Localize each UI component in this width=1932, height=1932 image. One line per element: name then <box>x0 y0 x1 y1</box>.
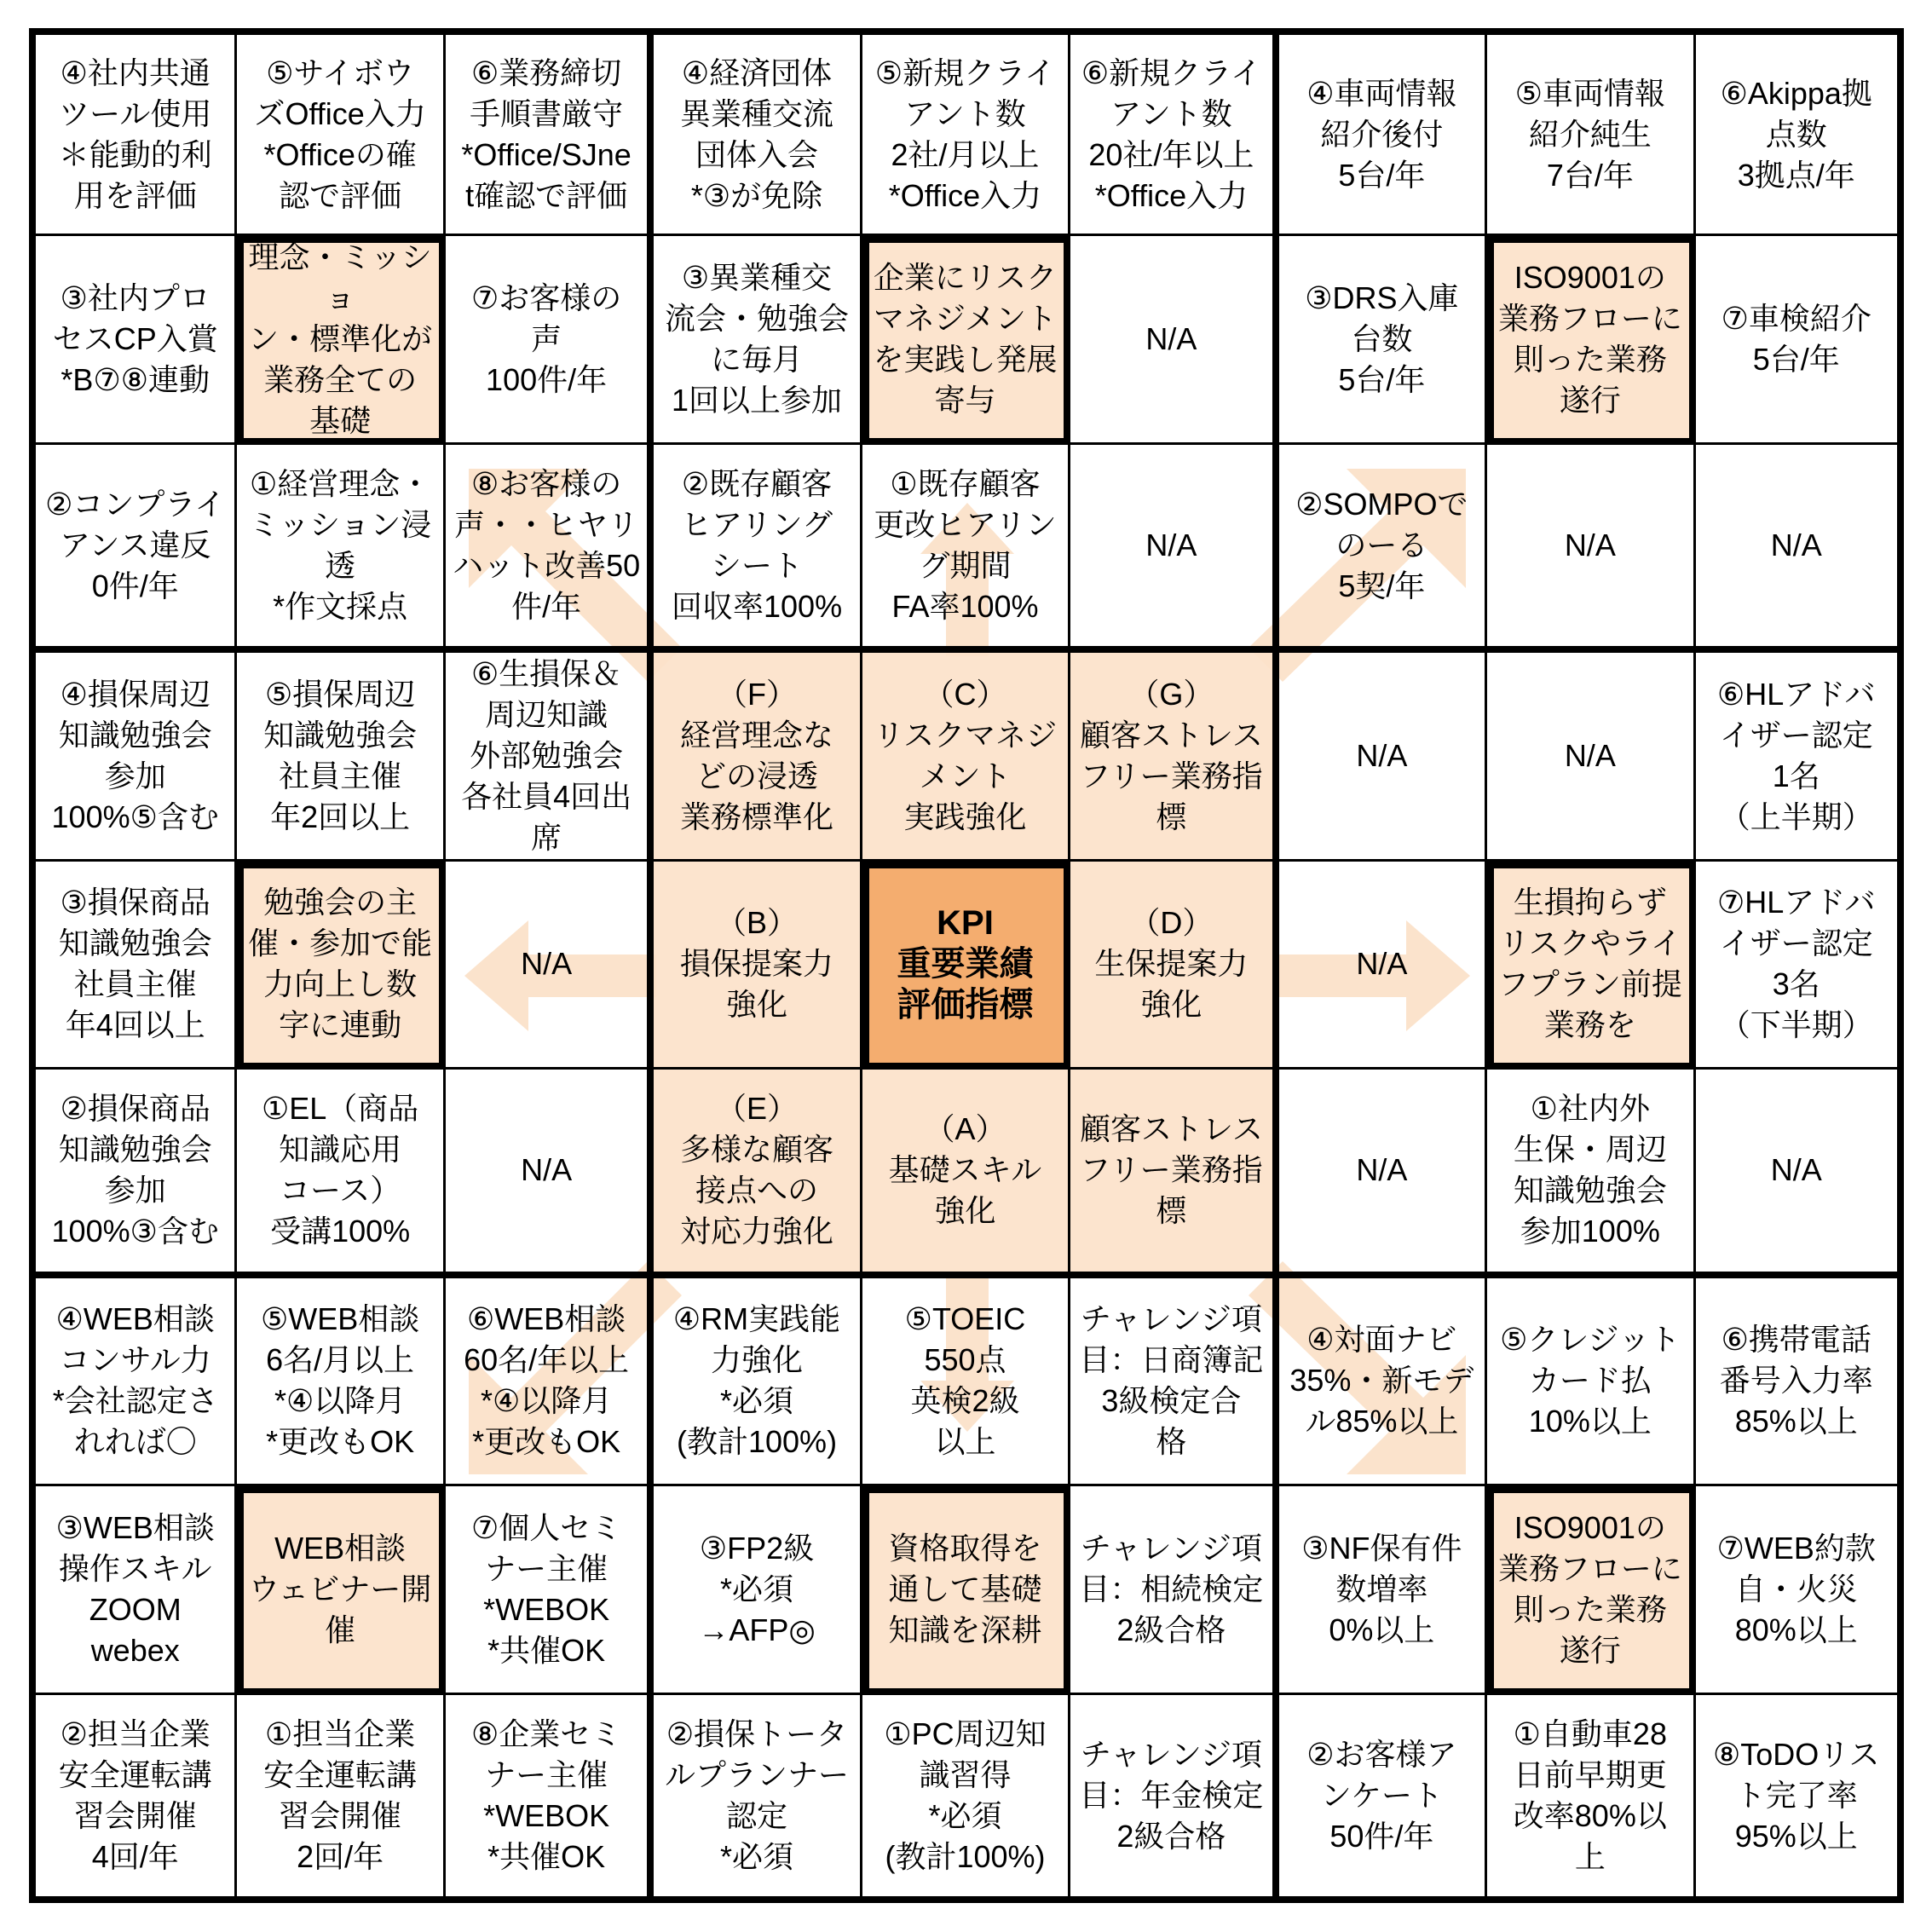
grid-cell: ④経済団体 異業種交流 団体入会 *③が免除 <box>654 28 862 236</box>
theme-cell: ISO9001の 業務フローに 則った業務 遂行 <box>1487 236 1695 444</box>
grid-cell: N/A <box>1279 862 1487 1070</box>
grid-cell: ⑧ToDOリス ト完了率 95%以上 <box>1696 1695 1904 1903</box>
goal-cell: （C） リスクマネジ メント 実践強化 <box>862 653 1070 861</box>
grid-cell: チャレンジ項 目：日商簿記 3級検定合 格 <box>1070 1278 1278 1486</box>
grid-cell: ②損保商品 知識勉強会 参加 100%③含む <box>29 1070 237 1277</box>
grid-cell: ⑦WEB約款 自・火災 80%以上 <box>1696 1486 1904 1694</box>
grid-cell: ③FP2級 *必須 →AFP◎ <box>654 1486 862 1694</box>
grid-cell: ③社内プロ セスCP入賞 *B⑦⑧連動 <box>29 236 237 444</box>
theme-cell: ISO9001の 業務フローに 則った業務 遂行 <box>1487 1486 1695 1694</box>
grid-cell: ⑥Akippa拠 点数 3拠点/年 <box>1696 28 1904 236</box>
grid-cell: N/A <box>1696 1070 1904 1277</box>
kpi-mandala-chart <box>29 28 1904 1903</box>
grid-cell: N/A <box>446 1070 654 1277</box>
grid-cell: ⑥携帯電話 番号入力率 85%以上 <box>1696 1278 1904 1486</box>
grid-cell: ⑦個人セミ ナー主催 *WEBOK *共催OK <box>446 1486 654 1694</box>
goal-cell: （D） 生保提案力 強化 <box>1070 862 1278 1070</box>
grid-cell: ③損保商品 知識勉強会 社員主催 年4回以上 <box>29 862 237 1070</box>
grid-cell: ②SOMPOで のーる 5契/年 <box>1279 445 1487 653</box>
grid-cell: ④社内共通 ツール使用 ＊能動的利 用を評価 <box>29 28 237 236</box>
grid-cell: ⑤サイボウ ズOffice入力 *Officeの確 認で評価 <box>237 28 445 236</box>
grid-cell: ①社内外 生保・周辺 知識勉強会 参加100% <box>1487 1070 1695 1277</box>
grid-cell: ①担当企業 安全運転講 習会開催 2回/年 <box>237 1695 445 1903</box>
theme-cell: 生損拘らず リスクやライ フプラン前提 業務を <box>1487 862 1695 1070</box>
grid-cell: ③NF保有件 数増率 0%以上 <box>1279 1486 1487 1694</box>
grid-cell: ⑥WEB相談 60名/年以上 *④以降月 *更改もOK <box>446 1278 654 1486</box>
grid-cell: ③WEB相談 操作スキル ZOOM webex <box>29 1486 237 1694</box>
grid-cell: ④損保周辺 知識勉強会 参加 100%⑤含む <box>29 653 237 861</box>
grid-cell: ①自動車28 日前早期更 改率80%以 上 <box>1487 1695 1695 1903</box>
grid-cell: ⑤新規クライ アント数 2社/月以上 *Office入力 <box>862 28 1070 236</box>
goal-cell: 顧客ストレス フリー業務指 標 <box>1070 1070 1278 1277</box>
grid-cell: ③異業種交 流会・勉強会 に毎月 1回以上参加 <box>654 236 862 444</box>
grid-cell: ⑦HLアドバ イザー認定 3名 （下半期） <box>1696 862 1904 1070</box>
grid-cell: ⑥生損保＆ 周辺知識 外部勉強会 各社員4回出 席 <box>446 653 654 861</box>
grid-cell: ⑤車両情報 紹介純生 7台/年 <box>1487 28 1695 236</box>
theme-cell: 企業にリスク マネジメント を実践し発展 寄与 <box>862 236 1070 444</box>
goal-cell: （F） 経営理念な どの浸透 業務標準化 <box>654 653 862 861</box>
grid-cell: ④車両情報 紹介後付 5台/年 <box>1279 28 1487 236</box>
grid-cell: N/A <box>1070 445 1278 653</box>
grid-cell: チャレンジ項 目：年金検定 2級合格 <box>1070 1695 1278 1903</box>
grid-cell: N/A <box>1279 653 1487 861</box>
goal-cell: （G） 顧客ストレス フリー業務指 標 <box>1070 653 1278 861</box>
theme-cell: 理念・ミッショ ン・標準化が 業務全ての 基礎 <box>237 236 445 444</box>
grid-cell: ①既存顧客 更改ヒアリン グ期間 FA率100% <box>862 445 1070 653</box>
grid-cell: ⑥業務締切 手順書厳守 *Office/SJne t確認で評価 <box>446 28 654 236</box>
center-kpi-cell: KPI 重要業績 評価指標 <box>862 862 1070 1070</box>
grid-cell: ①PC周辺知 識習得 *必須 (教計100%) <box>862 1695 1070 1903</box>
theme-cell: 勉強会の主 催・参加で能 力向上し数 字に連動 <box>237 862 445 1070</box>
grid-cell: チャレンジ項 目：相続検定 2級合格 <box>1070 1486 1278 1694</box>
grid-cell: ②担当企業 安全運転講 習会開催 4回/年 <box>29 1695 237 1903</box>
grid-cell: ⑤損保周辺 知識勉強会 社員主催 年2回以上 <box>237 653 445 861</box>
grid-cell: ⑤TOEIC 550点 英検2級 以上 <box>862 1278 1070 1486</box>
grid-cell: N/A <box>1070 236 1278 444</box>
grid-cell: N/A <box>1279 1070 1487 1277</box>
grid-cell: ⑧企業セミ ナー主催 *WEBOK *共催OK <box>446 1695 654 1903</box>
grid-cell: ②損保トータ ルプランナー 認定 *必須 <box>654 1695 862 1903</box>
theme-cell: WEB相談 ウェビナー開 催 <box>237 1486 445 1694</box>
grid-cell: ②コンプライ アンス違反 0件/年 <box>29 445 237 653</box>
grid-cell: ②お客様ア ンケート 50件/年 <box>1279 1695 1487 1903</box>
goal-cell: （B） 損保提案力 強化 <box>654 862 862 1070</box>
grid-cell: ⑦車検紹介 5台/年 <box>1696 236 1904 444</box>
grid-cell: ④WEB相談 コンサル力 *会社認定さ れれば〇 <box>29 1278 237 1486</box>
grid-cell: ⑧お客様の 声・・ヒヤリ ハット改善50 件/年 <box>446 445 654 653</box>
grid-cell: ①経営理念・ ミッション浸 透 *作文採点 <box>237 445 445 653</box>
grid-cell: N/A <box>1487 653 1695 861</box>
grid-cell: ⑤クレジット カード払 10%以上 <box>1487 1278 1695 1486</box>
grid-cell: N/A <box>1696 445 1904 653</box>
grid-cell: ①EL（商品 知識応用 コース） 受講100% <box>237 1070 445 1277</box>
goal-cell: （A） 基礎スキル 強化 <box>862 1070 1070 1277</box>
theme-cell: 資格取得を 通して基礎 知識を深耕 <box>862 1486 1070 1694</box>
grid-cell: ⑥HLアドバ イザー認定 1名 （上半期） <box>1696 653 1904 861</box>
grid-cell: ④RM実践能 力強化 *必須 (教計100%) <box>654 1278 862 1486</box>
grid-cell: ⑦お客様の 声 100件/年 <box>446 236 654 444</box>
grid-cell: ⑥新規クライ アント数 20社/年以上 *Office入力 <box>1070 28 1278 236</box>
grid-cell: N/A <box>446 862 654 1070</box>
grid-cell: ④対面ナビ 35%・新モデ ル85%以上 <box>1279 1278 1487 1486</box>
goal-cell: （E） 多様な顧客 接点への 対応力強化 <box>654 1070 862 1277</box>
grid-cell: N/A <box>1487 445 1695 653</box>
grid-cell: ⑤WEB相談 6名/月以上 *④以降月 *更改もOK <box>237 1278 445 1486</box>
grid-cell: ③DRS入庫 台数 5台/年 <box>1279 236 1487 444</box>
grid-cell: ②既存顧客 ヒアリング シート 回収率100% <box>654 445 862 653</box>
